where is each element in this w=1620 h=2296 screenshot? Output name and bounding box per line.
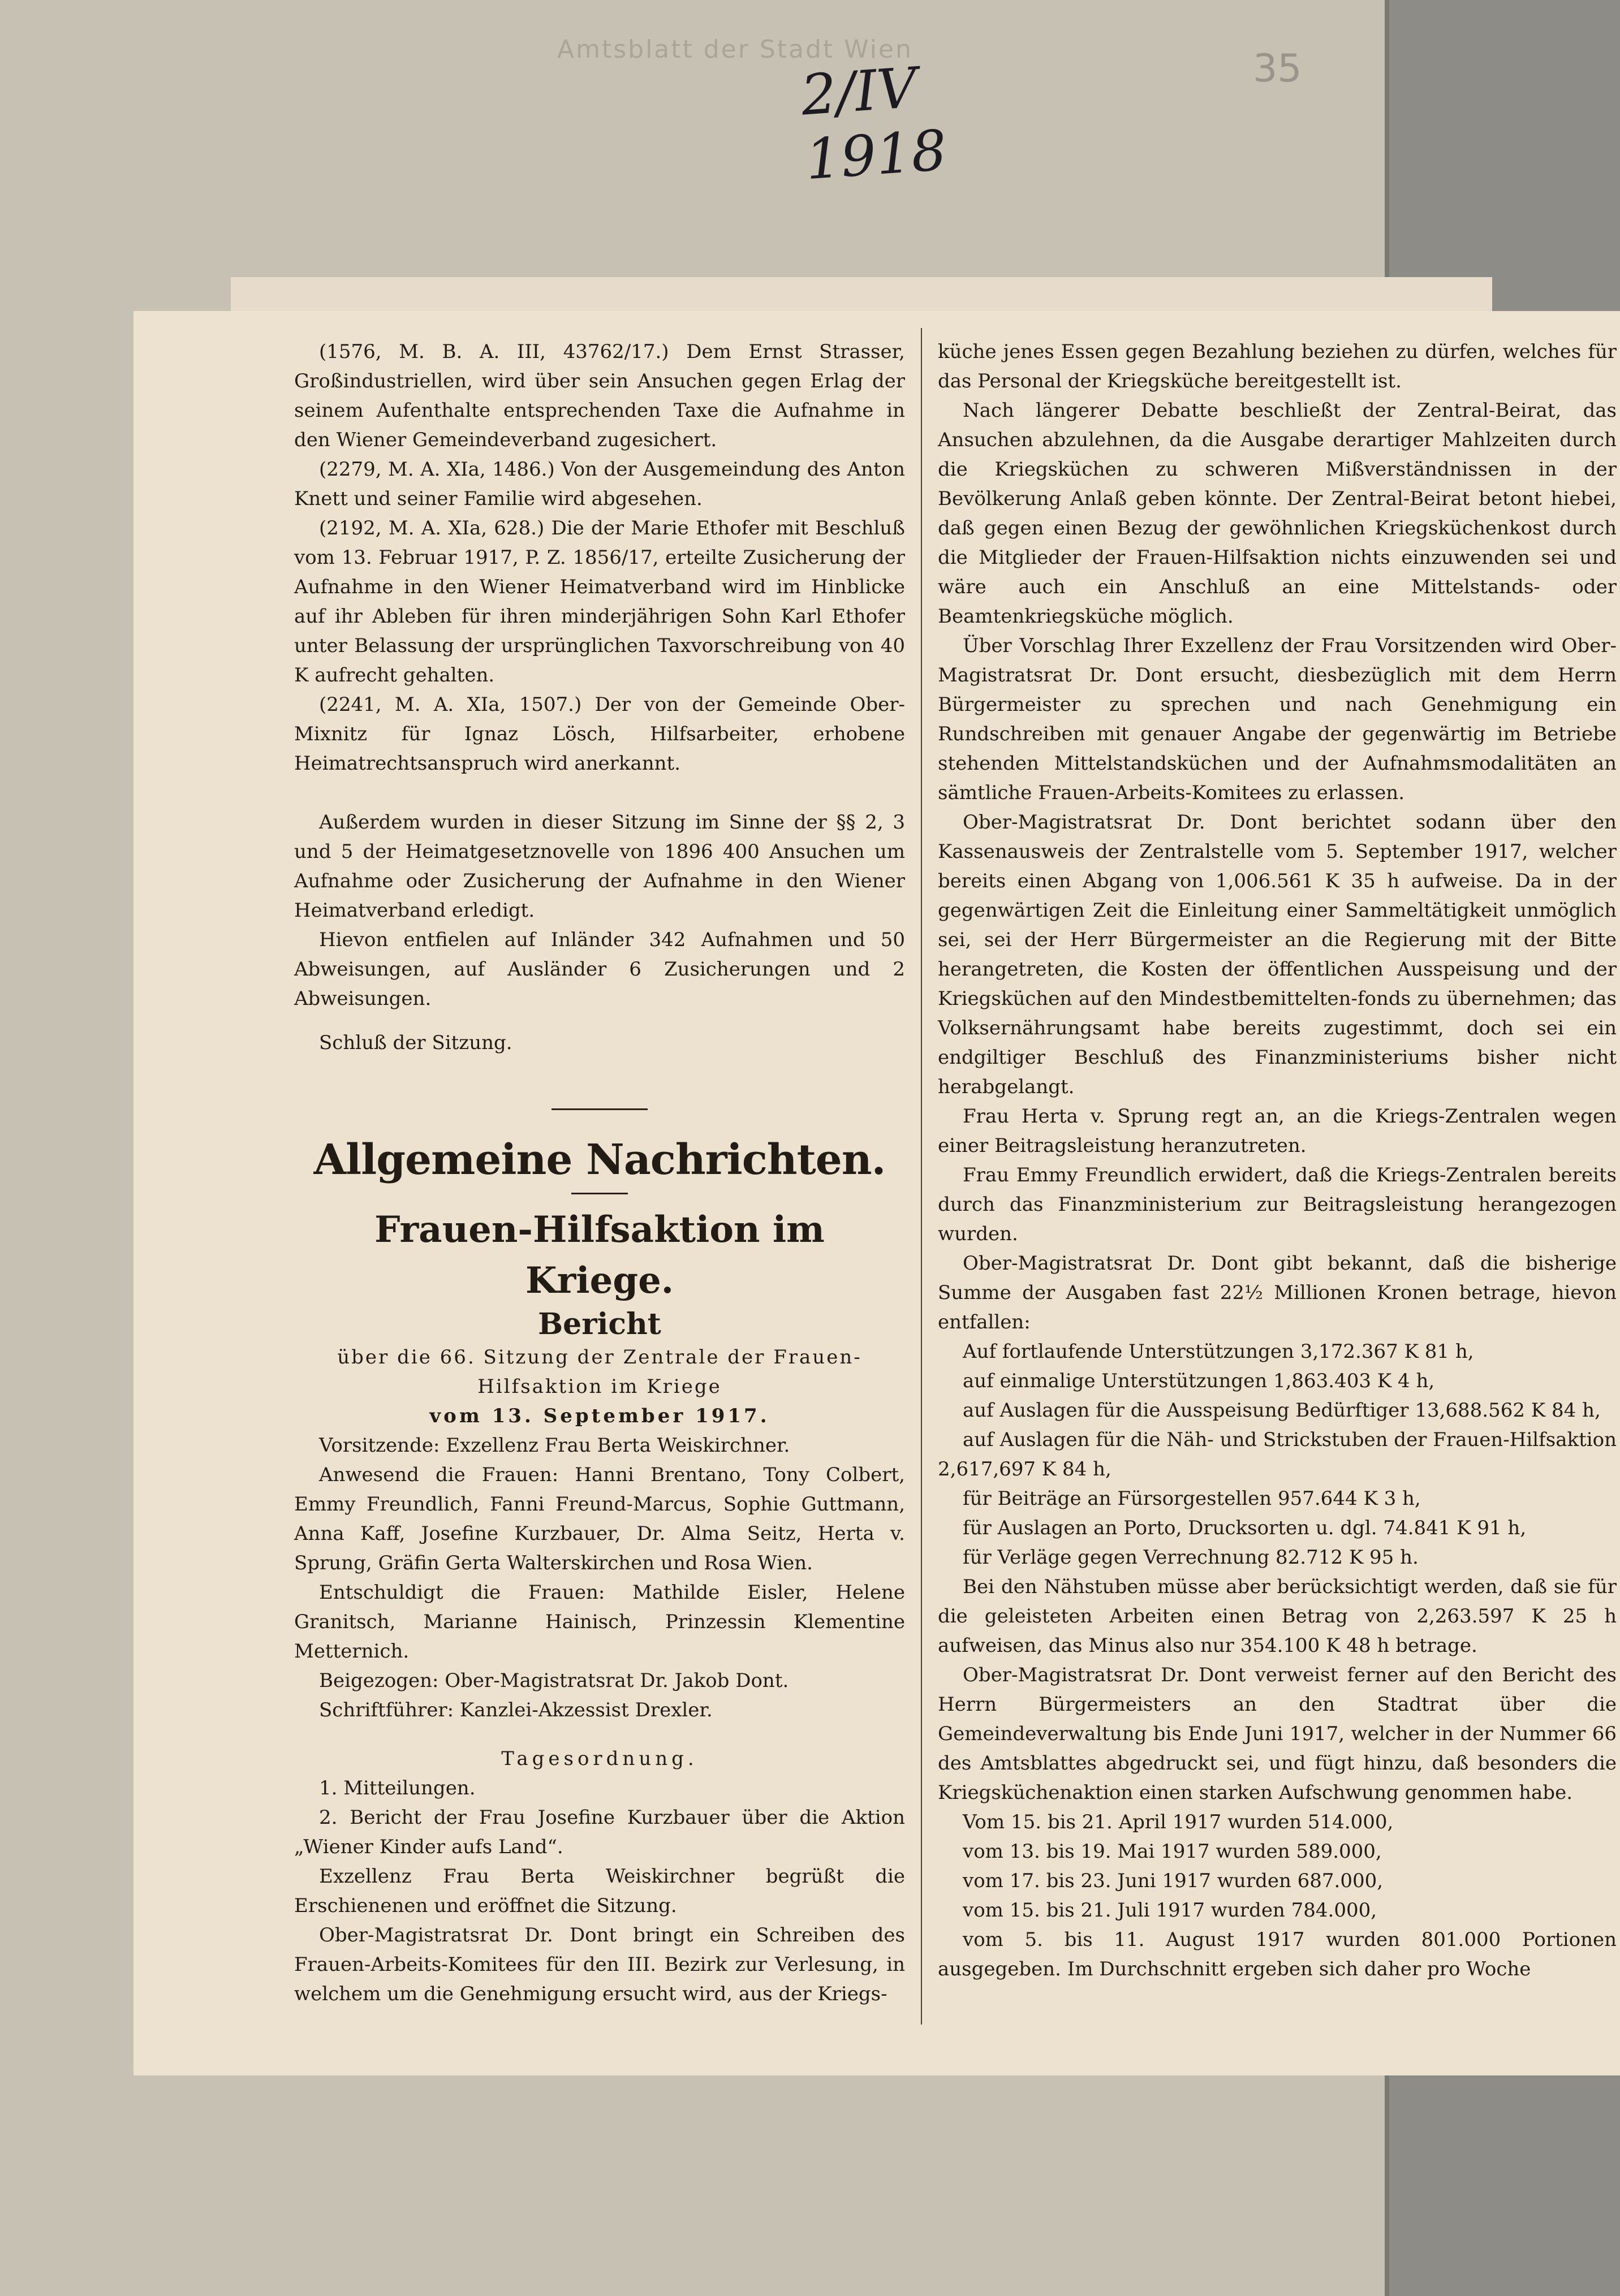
report-date: vom 13. September 1917. xyxy=(429,1405,770,1427)
expense-item: Auf fortlaufende Unterstützungen 3,172.367 K 81 h, xyxy=(963,1340,1474,1363)
paragraph: (2241, M. A. XIa, 1507.) Der von der Gemeinde Ober-Mixnitz für Ignaz Lösch, Hilfsarbeiter, erhobene Heimatrechtsanspruch wird anerkannt. xyxy=(294,693,905,775)
column-divider xyxy=(921,328,922,2025)
page-number: 35 xyxy=(1253,46,1302,91)
paragraph: Frau Emmy Freundlich erwidert, daß die Kriegs-Zentralen bereits durch das Finanzministerium zur Beitragsleistung herangezogen wurden. xyxy=(938,1164,1617,1245)
paragraph: (2192, M. A. XIa, 628.) Die der Marie Ethofer mit Beschluß vom 13. Februar 1917, P. Z. 1856/17, erteilte Zusicherung der Aufnahme in den Wiener Heimatverband wird im Hinblicke auf ihr Ableben für ihren minderjährigen Sohn Karl Ethofer unter Belassung der ursprünglichen Taxvorschreibung von 40 K aufrecht gehalten. xyxy=(294,517,905,687)
paragraph: Exzellenz Frau Berta Weiskirchner begrüßt die Erschienenen und eröffnet die Sitzung. xyxy=(294,1865,905,1917)
right-column xyxy=(938,337,1617,1984)
paragraph: (2279, M. A. XIa, 1486.) Von der Ausgemeindung des Anton Knett und seiner Familie wird abgesehen. xyxy=(294,458,905,510)
session-close: Schluß der Sitzung. xyxy=(319,1032,512,1054)
consulted: Beigezogen: Ober-Magistratsrat Dr. Jakob Dont. xyxy=(319,1669,789,1692)
attendees: Anwesend die Frauen: Hanni Brentano, Tony Colbert, Emmy Freundlich, Fanni Freund-Marcus, Sophie Guttmann, Anna Kaff, Josefine Kurzbauer, Dr. Alma Seitz, Herta v. Sprung, Gräfin Gerta Walterskirchen und Rosa Wien. xyxy=(294,1464,905,1574)
agenda-item: 2. Bericht der Frau Josefine Kurzbauer über die Aktion „Wiener Kinder aufs Land“. xyxy=(294,1806,905,1858)
paragraph: Über Vorschlag Ihrer Exzellenz der Frau Vorsitzenden wird Ober-Magistratsrat Dr. Dont ersucht, diesbezüglich mit dem Herrn Bürgermeister zu sprechen und nach Genehmigung ein Rundschreiben mit genauer Angabe der gegenwärtig im Betriebe stehenden Mittelstandsküchen und der Aufnahmsmodalitäten an sämtliche Frauen-Arbeits-Komitees zu erlassen. xyxy=(938,635,1617,804)
excused: Entschuldigt die Frauen: Mathilde Eisler, Helene Granitsch, Marianne Hainisch, Prinzessin Klementine Metternich. xyxy=(294,1581,905,1663)
expense-item: für Beiträge an Fürsorgestellen 957.644 K 3 h, xyxy=(963,1487,1421,1510)
report-label: Bericht xyxy=(538,1307,661,1341)
divider-rule xyxy=(552,1108,648,1110)
paragraph: Bei den Nähstuben müsse aber berücksichtigt werden, daß sie für die geleisteten Arbeiten einen Betrag von 2,263.597 K 25 h aufweisen, das Minus also nur 354.100 K 48 h betrage. xyxy=(938,1576,1617,1657)
paragraph: Ober-Magistratsrat Dr. Dont berichtet sodann über den Kassenausweis der Zentralstelle vom 5. September 1917, welcher bereits einen Abgang von 1,006.561 K 35 h aufweise. Da in der gegenwärtigen Zeit die Einleitung einer Sammeltätigkeit unmöglich sei, sei der Herr Bürgermeister an die Regierung mit der Bitte herangetreten, die Kosten der öffentlichen Ausspeisung und der Kriegsküchen auf den Mindestbemittelten-fonds zu übernehmen; das Volksernährungsamt habe bereits zugestimmt, doch sei ein endgiltiger Beschluß des Finanzministeriums bisher nicht herabgelangt. xyxy=(938,811,1617,1098)
handwritten-date: 2/IV 1918 xyxy=(799,55,949,193)
divider-rule xyxy=(571,1193,628,1194)
paragraph: Ober-Magistratsrat Dr. Dont gibt bekannt, daß die bisherige Summe der Ausgaben fast 22½ Millionen Kronen betrage, hievon entfallen: xyxy=(938,1252,1617,1333)
paragraph: Ober-Magistratsrat Dr. Dont verweist ferner auf den Bericht des Herrn Bürgermeisters an den Stadtrat über die Gemeindeverwaltung bis Ende Juni 1917, welcher in der Nummer 66 des Amtsblattes abgedruckt sei, und fügt hinzu, daß besonders die Kriegsküchenaktion einen starken Aufschwung genommen habe. xyxy=(938,1664,1617,1804)
paragraph: Außerdem wurden in dieser Sitzung im Sinne der §§ 2, 3 und 5 der Heimatgesetznovelle von 1896 400 Ansuchen um Aufnahme oder Zusicherung der Aufnahme in den Wiener Heimatverband erledigt. xyxy=(294,811,905,922)
expense-item: für Auslagen an Porto, Drucksorten u. dgl. 74.841 K 91 h, xyxy=(963,1517,1527,1539)
expense-item: auf Auslagen für die Näh- und Strickstuben der Frauen-Hilfsaktion 2,617,697 K 84 h, xyxy=(938,1428,1617,1481)
paragraph: Ober-Magistratsrat Dr. Dont bringt ein Schreiben des Frauen-Arbeits-Komitees für den III. Bezirk zur Verlesung, in welchem um die Genehmigung ersucht wird, aus der Kriegs- xyxy=(294,1924,905,2005)
portion-stat: vom 15. bis 21. Juli 1917 wurden 784.000, xyxy=(963,1899,1377,1922)
portion-stat: vom 5. bis 11. August 1917 wurden 801.000 Portionen ausgegeben. Im Durchschnitt ergeben sich daher pro Woche xyxy=(938,1928,1617,1980)
agenda-title: Tagesordnung. xyxy=(501,1747,698,1770)
portion-stat: vom 17. bis 23. Juni 1917 wurden 687.000, xyxy=(963,1870,1384,1892)
paragraph: (1576, M. B. A. III, 43762/17.) Dem Ernst Strasser, Großindustriellen, wird über sein Ansuchen gegen Erlag der seinem Aufenthalte entsprechenden Taxe die Aufnahme in den Wiener Gemeindeverband zugesichert. xyxy=(294,340,905,451)
secretary: Schriftführer: Kanzlei-Akzessist Drexler. xyxy=(319,1699,713,1721)
paragraph: küche jenes Essen gegen Bezahlung beziehen zu dürfen, welches für das Personal der Kriegsküche bereitgestellt ist. xyxy=(938,340,1617,392)
expense-item: auf Auslagen für die Ausspeisung Bedürftiger 13,688.562 K 84 h, xyxy=(963,1399,1601,1422)
portion-stat: Vom 15. bis 21. April 1917 wurden 514.000, xyxy=(963,1811,1394,1833)
report-description: über die 66. Sitzung der Zentrale der Frauen-Hilfsaktion im Kriege xyxy=(337,1346,862,1398)
agenda-item: 1. Mitteilungen. xyxy=(319,1777,476,1799)
chair-line: Vorsitzende: Exzellenz Frau Berta Weiskirchner. xyxy=(319,1434,790,1457)
portion-stat: vom 13. bis 19. Mai 1917 wurden 589.000, xyxy=(963,1840,1382,1863)
paragraph: Hievon entfielen auf Inländer 342 Aufnahmen und 50 Abweisungen, auf Ausländer 6 Zusicherungen und 2 Abweisungen. xyxy=(294,929,905,1010)
left-column xyxy=(294,337,905,2009)
expense-item: auf einmalige Unterstützungen 1,863.403 K 4 h, xyxy=(963,1370,1435,1392)
paragraph: Nach längerer Debatte beschließt der Zentral-Beirat, das Ansuchen abzulehnen, da die Ausgabe derartiger Mahlzeiten durch die Kriegsküchen zu schweren Mißverständnissen in der Bevölkerung Anlaß geben könnte. Der Zentral-Beirat betont hiebei, daß gegen einen Bezug der gewöhnlichen Kriegsküchenkost durch die Mitglieder der Frauen-Hilfsaktion nichts einzuwenden sei und wäre auch ein Anschluß an eine Mittelstands- oder Beamtenkriegsküche möglich. xyxy=(938,399,1617,628)
paragraph: Frau Herta v. Sprung regt an, an die Kriegs-Zentralen wegen einer Beitragsleistung heranzutreten. xyxy=(938,1105,1617,1157)
article-title: Frauen-Hilfsaktion im Kriege. xyxy=(374,1209,825,1302)
section-title: Allgemeine Nachrichten. xyxy=(313,1136,886,1184)
masthead-stamp: Amtsblatt der Stadt Wien xyxy=(557,35,913,64)
expense-item: für Verläge gegen Verrechnung 82.712 K 95 h. xyxy=(963,1546,1419,1569)
